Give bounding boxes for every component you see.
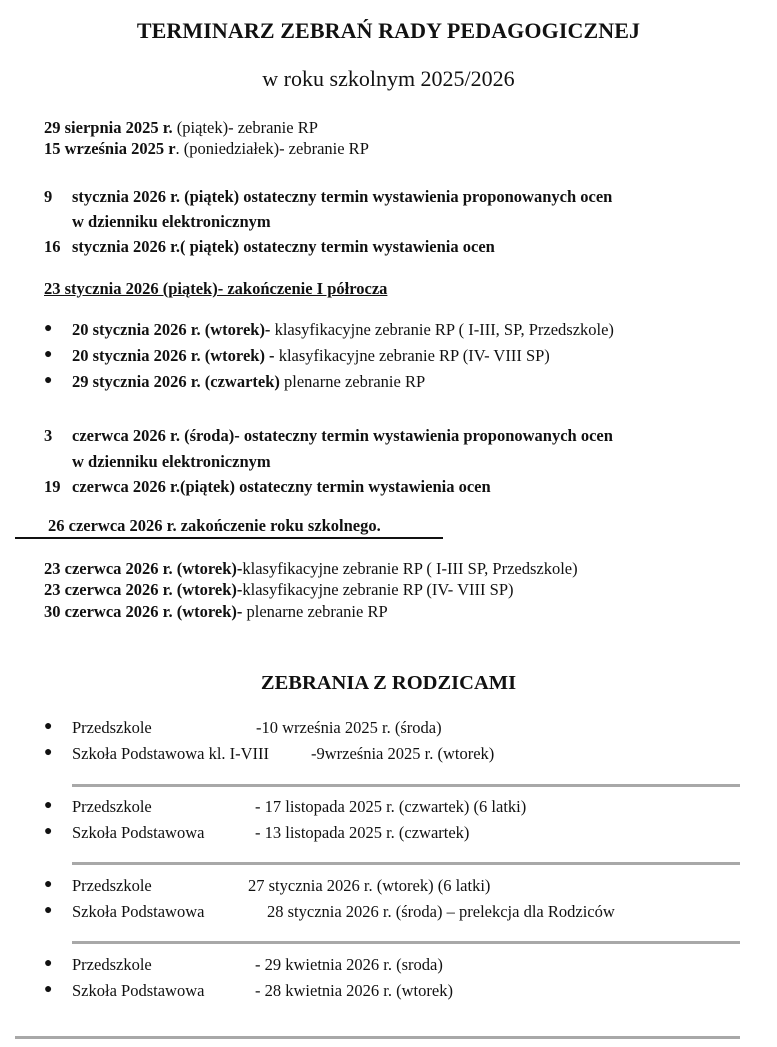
page-subtitle: w roku szkolnym 2025/2026 (262, 66, 515, 91)
parent-meeting-when: - 13 listopada 2025 r. (czwartek) (255, 823, 470, 842)
bullet-icon: ● (44, 321, 53, 336)
bullet-icon: ● (44, 824, 53, 839)
parent-meeting-who: Szkoła Podstawowa kl. I-VIII (72, 744, 270, 763)
bullet-icon: ● (44, 903, 53, 918)
meeting-desc: plenarne zebranie RP (279, 372, 426, 391)
parent-meeting-who: Przedszkole (72, 718, 152, 737)
parent-meeting-who: Przedszkole (72, 797, 152, 816)
deadline-item (44, 477, 491, 497)
list-item (72, 320, 614, 340)
meeting-date: 29 sierpnia 2025 r. (44, 118, 173, 137)
meeting-desc: klasyfikacyjne zebranie RP (IV- VIII SP) (242, 580, 514, 599)
meeting-desc: klasyfikacyjne zebranie RP ( I-III, SP, Przedszkole) (270, 320, 614, 339)
list-item (72, 346, 550, 366)
parent-meeting-when: -9września 2025 r. (wtorek) (311, 744, 495, 763)
parent-meeting-when: -10 września 2025 r. (środa) (256, 718, 442, 737)
bullet-icon: ● (44, 347, 53, 362)
parent-meeting-who: Szkoła Podstawowa (72, 981, 205, 1000)
deadline-day: 9 (44, 187, 53, 206)
list-item (44, 580, 514, 600)
deadline-day: 19 (44, 477, 61, 496)
deadline-continuation: w dzienniku elektronicznym (72, 212, 271, 231)
deadline-text: stycznia 2026 r.( piątek) ostateczny termin wystawienia ocen (72, 237, 495, 256)
year-end-notice: 26 czerwca 2026 r. zakończenie roku szkolnego. (48, 516, 381, 535)
bullet-icon: ● (44, 373, 53, 388)
parent-meeting-when: 28 stycznia 2026 r. (środa) – prelekcja dla Rodziców (267, 902, 615, 921)
divider (72, 941, 740, 944)
underline-rule (15, 537, 443, 539)
deadline-item (44, 237, 495, 257)
page-title: TERMINARZ ZEBRAŃ RADY PEDAGOGICZNEJ (136, 18, 641, 43)
deadline-item (44, 187, 612, 207)
meeting-desc: plenarne zebranie RP (242, 602, 388, 621)
divider (72, 862, 740, 865)
bullet-icon: ● (44, 877, 53, 892)
bullet-icon: ● (44, 798, 53, 813)
parent-meeting-when: - 17 listopada 2025 r. (czwartek) (6 latki) (255, 797, 527, 816)
parent-meeting-when: 27 stycznia 2026 r. (wtorek) (6 latki) (248, 876, 491, 895)
meeting-desc: . (poniedziałek)- zebranie RP (175, 139, 369, 158)
deadline-text: czerwca 2026 r.(piątek) ostateczny termin wystawienia ocen (72, 477, 491, 496)
parent-meeting-who: Szkoła Podstawowa (72, 902, 205, 921)
meeting-desc: klasyfikacyjne zebranie RP ( I-III SP, Przedszkole) (242, 559, 578, 578)
bullet-icon: ● (44, 982, 53, 997)
meeting-desc: klasyfikacyjne zebranie RP (IV- VIII SP) (274, 346, 550, 365)
bullet-icon: ● (44, 956, 53, 971)
parent-meeting-who: Przedszkole (72, 955, 152, 974)
meeting-date: 15 września 2025 r (44, 139, 176, 158)
list-item (44, 602, 388, 622)
rp-meeting-intro-1 (44, 118, 318, 138)
parent-meeting-who: Przedszkole (72, 876, 152, 895)
meeting-date: 20 stycznia 2026 r. (wtorek)- (72, 320, 271, 339)
bullet-icon: ● (44, 719, 53, 734)
meeting-date: 23 czerwca 2026 r. (wtorek)- (44, 559, 243, 578)
bullet-icon: ● (44, 745, 53, 760)
parent-meeting-when: - 29 kwietnia 2026 r. (sroda) (255, 955, 443, 974)
deadline-text: czerwca 2026 r. (środa)- ostateczny termin wystawienia proponowanych ocen (72, 426, 613, 445)
meeting-desc: (piątek)- zebranie RP (172, 118, 318, 137)
deadline-day: 3 (44, 426, 53, 445)
list-item (44, 559, 578, 579)
semester-end-notice: 23 stycznia 2026 (piątek)- zakończenie I półrocza (44, 279, 388, 298)
parent-meeting-when: - 28 kwietnia 2026 r. (wtorek) (255, 981, 453, 1000)
deadline-item (44, 426, 613, 446)
rp-meeting-intro-2 (44, 139, 369, 159)
deadline-continuation: w dzienniku elektronicznym (72, 452, 271, 471)
section-title: ZEBRANIA Z RODZICAMI (260, 672, 517, 694)
parent-meeting-who: Szkoła Podstawowa (72, 823, 205, 842)
meeting-date: 30 czerwca 2026 r. (wtorek)- (44, 602, 243, 621)
meeting-date: 29 stycznia 2026 r. (czwartek) (72, 372, 280, 391)
meeting-date: 23 czerwca 2026 r. (wtorek)- (44, 580, 243, 599)
deadline-text: stycznia 2026 r. (piątek) ostateczny termin wystawienia proponowanych ocen (72, 187, 613, 206)
divider (72, 784, 740, 787)
meeting-date: 20 stycznia 2026 r. (wtorek) - (72, 346, 275, 365)
list-item (72, 372, 425, 392)
divider (15, 1036, 740, 1039)
deadline-day: 16 (44, 237, 61, 256)
